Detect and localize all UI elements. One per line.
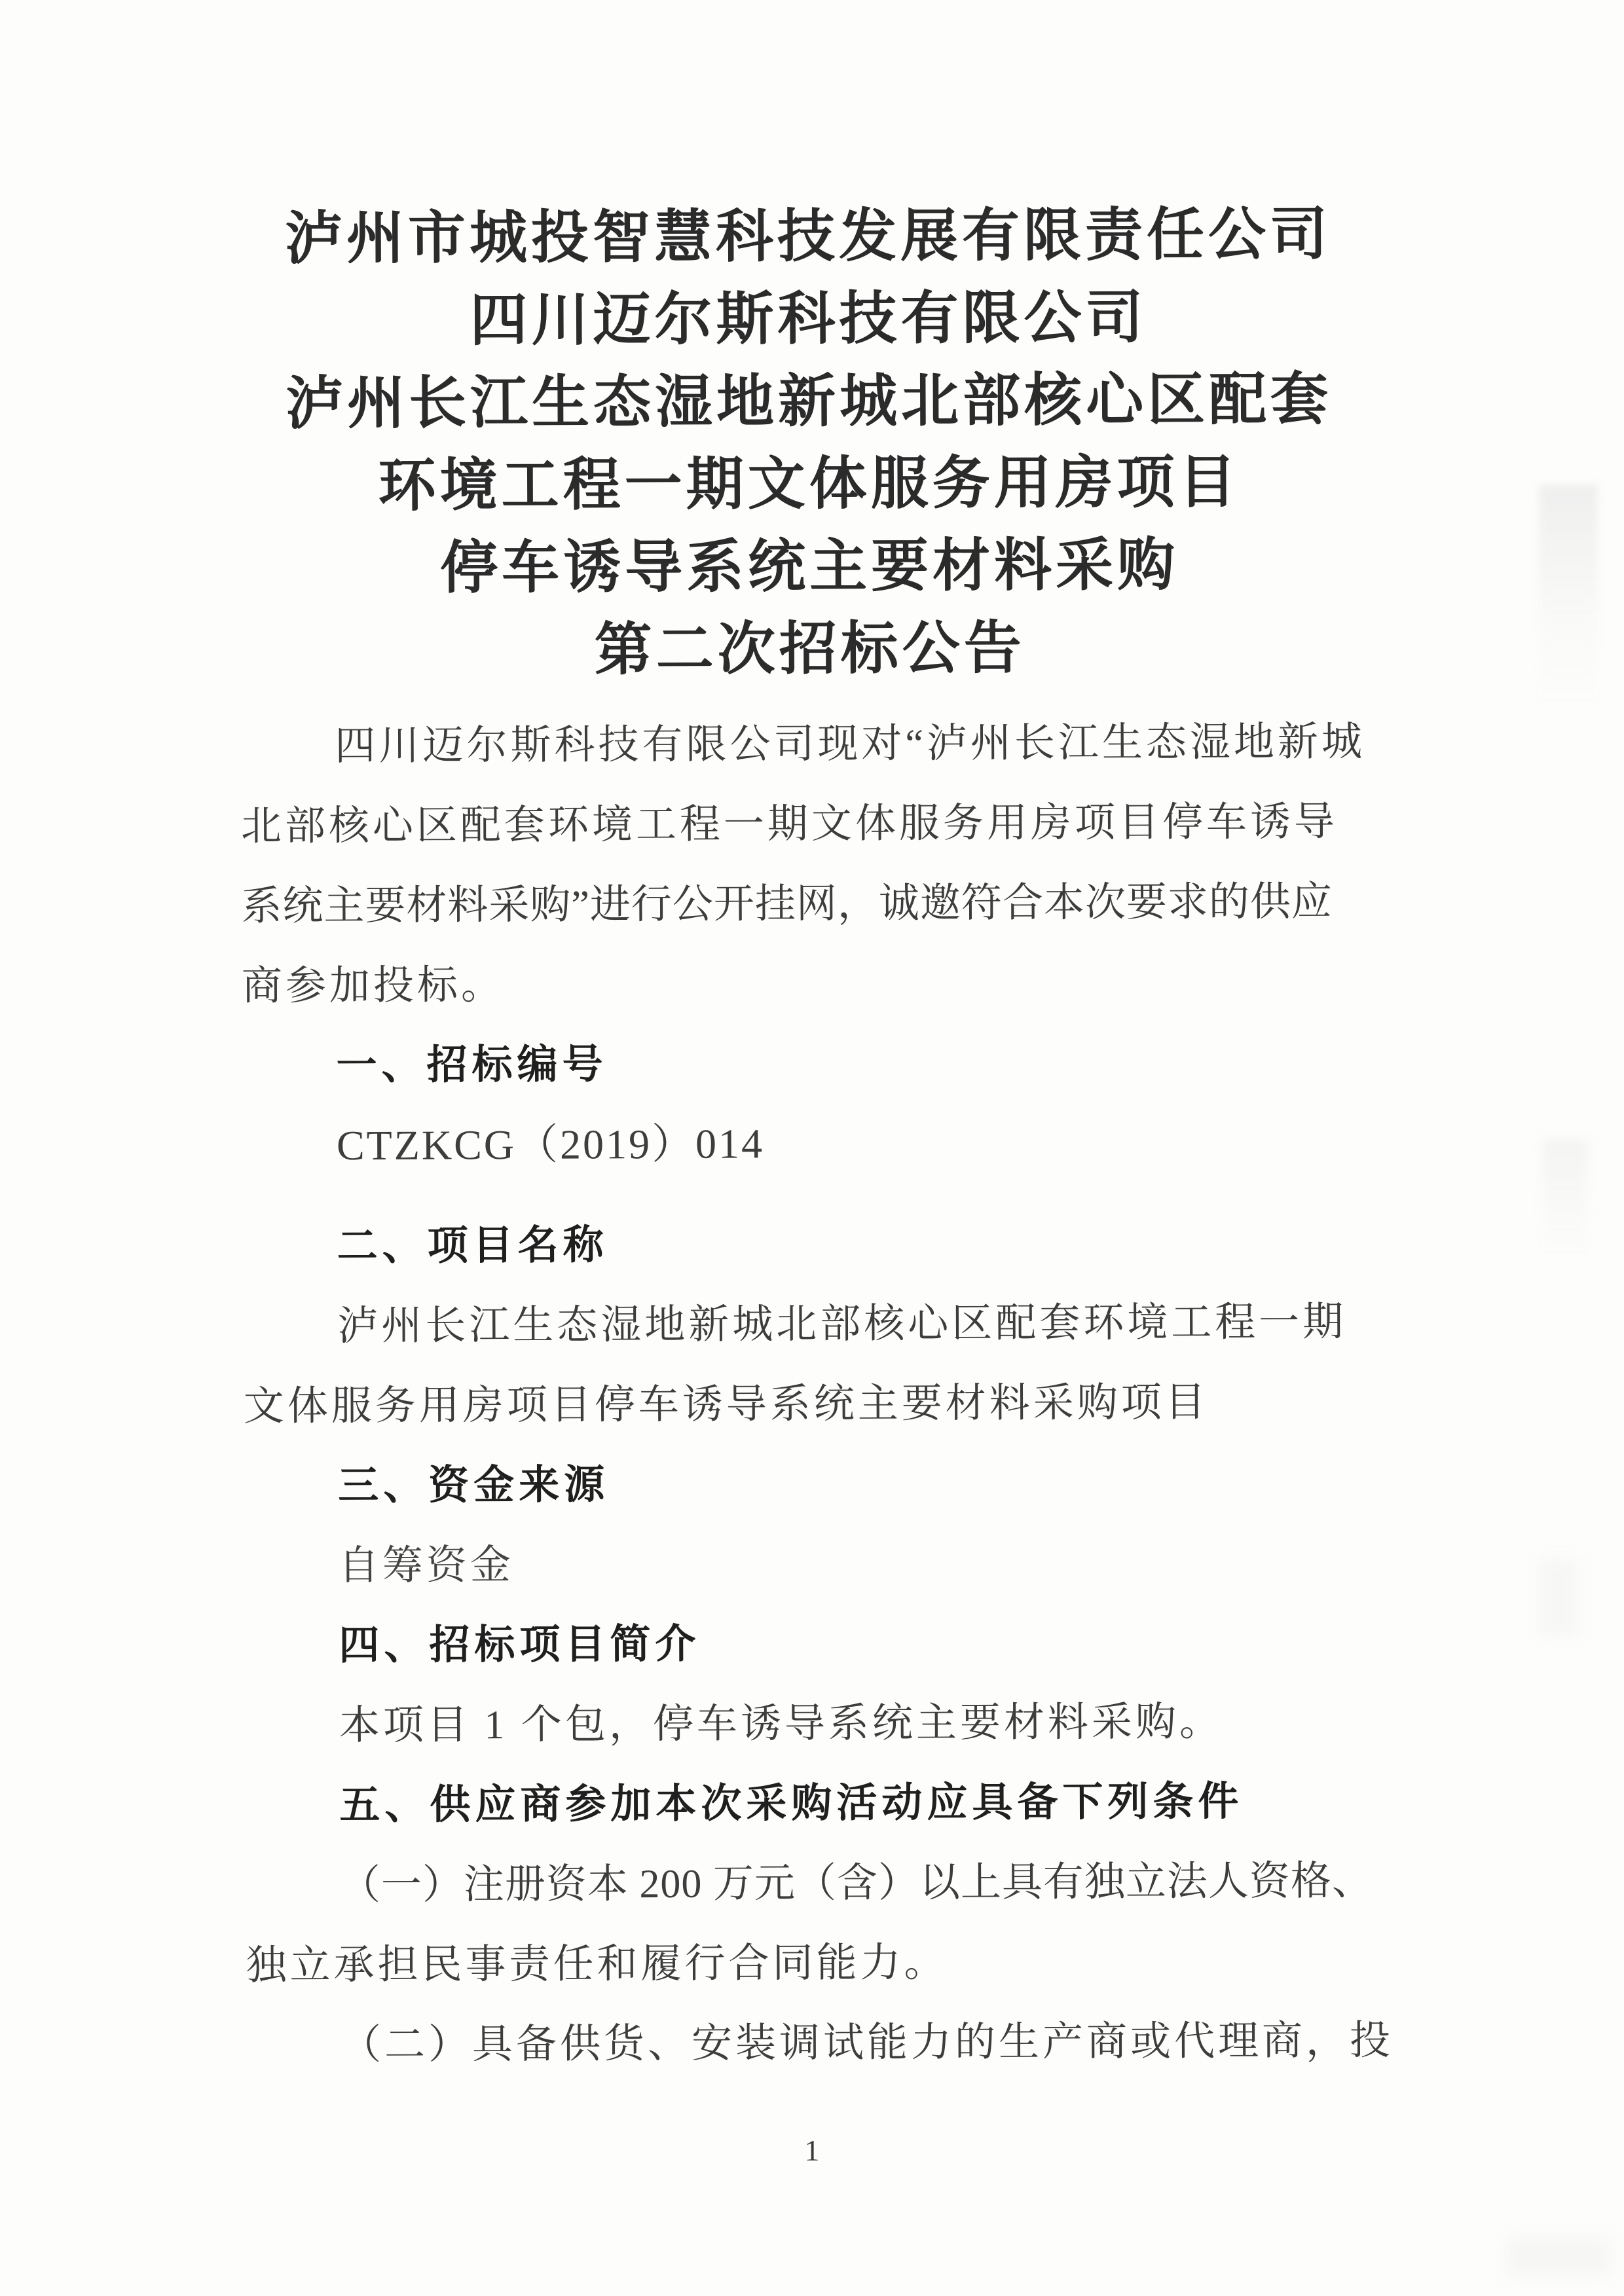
body-line: 独立承担民事责任和履行合同能力。 [246, 1941, 948, 1988]
body-line: 四川迈尔斯科技有限公司现对“泸州长江生态湿地新城 [335, 720, 1366, 769]
section-heading-supplier-requirements: 五、供应商参加本次采购活动应具备下列条件 [339, 1779, 1244, 1829]
title-line: 第二次招标公告 [594, 617, 1025, 683]
body-line: 文体服务用房项目停车诱导系统主要材料采购项目 [243, 1380, 1209, 1429]
section-heading-project-name: 二、项目名称 [337, 1222, 608, 1269]
section-heading-tender-number: 一、招标编号 [336, 1042, 608, 1089]
title-line: 停车诱导系统主要材料采购 [439, 534, 1179, 601]
tender-number: CTZKCG（2019）014 [336, 1120, 765, 1169]
body-line: （一）注册资本 200 万元（含）以上具有独立法人资格、 [339, 1859, 1374, 1908]
body-line: 北部核心区配套环境工程一期文体服务用房项目停车诱导 [240, 799, 1338, 849]
document-body [240, 702, 1394, 2086]
title-line: 四川迈尔斯科技有限公司 [470, 286, 1147, 354]
section-heading-funding-source: 三、资金来源 [338, 1462, 610, 1509]
scan-artifact [1542, 1139, 1588, 1257]
scan-artifact [1506, 2237, 1611, 2276]
body-line: 泸州长江生态湿地新城北部核心区配套环境工程一期 [337, 1300, 1347, 1349]
scan-artifact [1539, 1558, 1578, 1637]
body-line: 系统主要材料采购”进行公开挂网，诚邀符合本次要求的供应 [241, 879, 1333, 929]
document-title [238, 194, 1380, 694]
funding-source-value: 自筹资金 [338, 1542, 514, 1589]
body-line: 商参加投标。 [241, 963, 506, 1009]
title-line: 泸州市城投智慧科技发展有限责任公司 [284, 203, 1332, 272]
title-line: 泸州长江生态湿地新城北部核心区配套 [285, 368, 1333, 437]
page-number: 1 [804, 2134, 820, 2167]
body-line: 本项目 1 个包，停车诱导系统主要材料采购。 [339, 1700, 1224, 1749]
title-line: 环境工程一期文体服务用房项目 [378, 451, 1240, 519]
scan-artifact [1539, 484, 1598, 707]
body-line: （二）具备供货、安装调试能力的生产商或代理商，投 [340, 2018, 1394, 2068]
document-content [238, 194, 1394, 2086]
section-heading-project-intro: 四、招标项目简介 [339, 1621, 701, 1669]
